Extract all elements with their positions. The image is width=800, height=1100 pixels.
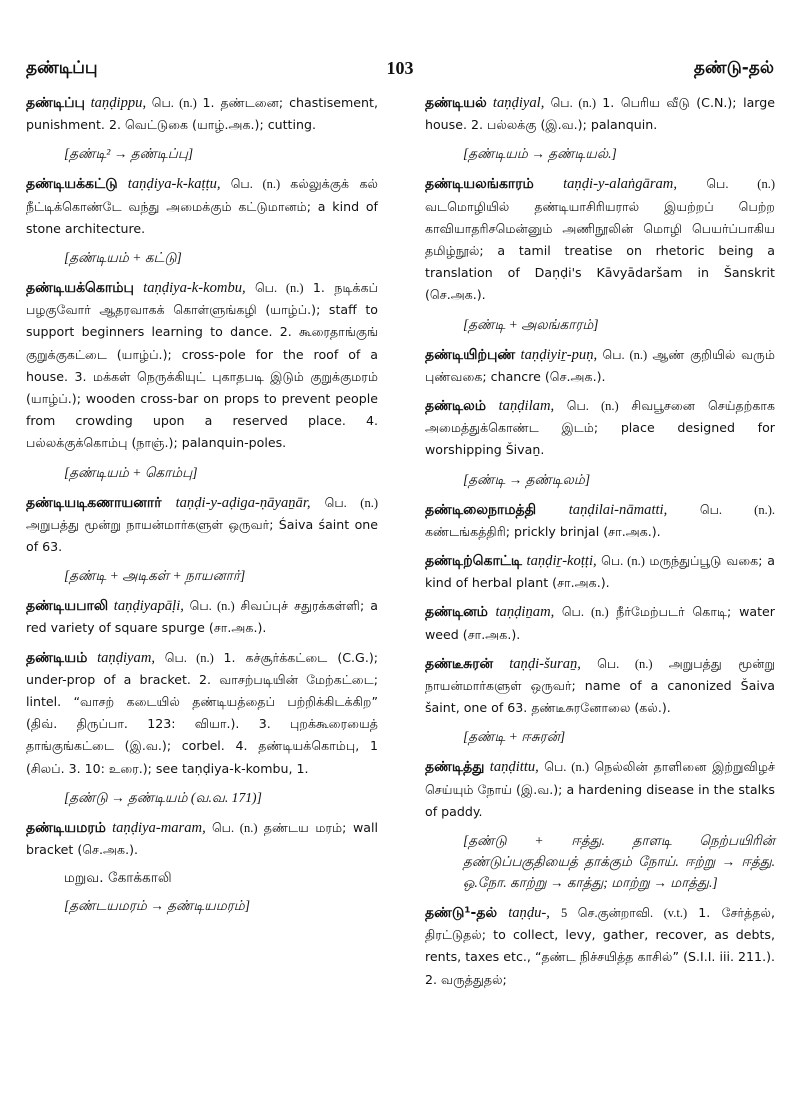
entry-transliteration: taṇḍiya-k-kombu, <box>143 280 246 297</box>
entry-part-of-speech: பெ. (n.) <box>550 96 597 110</box>
etymology-note: [தண்டி → தண்டிலம்] <box>463 471 591 487</box>
entry-definition: சிவப்புச் சதுரக்கள்ளி; a red variety of square spurge (சா.அக.). <box>26 598 378 636</box>
entry-part-of-speech: பெ. (n.) <box>566 399 619 414</box>
entry-part-of-speech: பெ. (n.) <box>151 96 197 110</box>
entry-headword: தண்டீசுரன் <box>425 655 494 672</box>
entry-headword: தண்டிலம் <box>425 398 486 415</box>
entry-transliteration: taṇḍiyiṟ-puṇ, <box>520 346 598 363</box>
entry-transliteration: taṇḍiṉam, <box>495 604 555 621</box>
entry-definition: 1. நடிக்கப் பழகுவோர் ஆதரவாகக் கொள்ளுங்கழி (யாழ்ப்.); staff to support beginners learning to dance. 2. கூரைதாங்குங் குறுக்குகட்டை (யாழ்ப்.); cross-pole for the roof of a house. 3. மக்கள் நெருக்கியுட் புகாதபடி இடும் குறுக்குமரம் (யாழ்ப்.); wooden cross-bar on props to prevent people from crowding upon a reserved place. 4. பல்லக்குக்கொம்பு (நாஞ்.); palanquin-poles. <box>26 280 379 451</box>
page-number: 103 <box>386 58 414 78</box>
etymology-note: [தண்டி² → தண்டிப்பு] <box>64 146 194 162</box>
etymology-note: [தண்டியம் + கட்டு] <box>64 250 182 266</box>
entry-transliteration: taṇḍiyal, <box>492 95 545 111</box>
dictionary-entry <box>425 92 775 136</box>
entry-part-of-speech: பெ. (n.) <box>324 495 379 510</box>
entry-part-of-speech: பெ. (n.) <box>211 820 258 835</box>
dictionary-entry <box>26 817 378 861</box>
dictionary-entry <box>26 173 378 240</box>
entry-headword: தண்டிற்கொட்டி <box>425 553 523 570</box>
dictionary-entry <box>425 499 775 543</box>
dictionary-entry <box>425 395 775 462</box>
entry-headword: தண்டியமரம் <box>26 819 106 836</box>
entry-part-of-speech: பெ. (n.) <box>602 347 648 362</box>
dictionary-entry <box>26 647 378 780</box>
entry-transliteration: taṇḍiyapāḷi, <box>113 598 184 615</box>
entry-headword: தண்டியிற்புண் <box>425 346 516 363</box>
entry-definition: வடமொழியில் தண்டியாசிரியரால் இயற்றப் பெற்ற காவியாதரிசமென்னும் அணிநூலின் மொழி பெயர்ப்பாகிய தமிழ்நூல்; a tamil treatise on rhetoric being a translation of Daṇḍi's Kāvyādaršam in Šanskrit (செ.அக.). <box>425 198 775 303</box>
etymology-note: [தண்டியம் → தண்டியல்.] <box>463 146 617 162</box>
entry-definition: தண்டய மரம்; wall bracket (செ.அக.). <box>26 819 378 858</box>
dictionary-entry <box>425 653 775 720</box>
entry-transliteration: taṇḍiyam, <box>97 649 156 666</box>
entry-transliteration: taṇḍiya-maram, <box>112 819 206 836</box>
entry-transliteration: taṇḍiya-k-kaṭṭu, <box>127 176 221 193</box>
right-guide-word: தண்டு-தல் <box>693 58 774 78</box>
entry-headword: தண்டு¹-தல் <box>425 905 498 922</box>
entry-headword: தண்டியலங்காரம் <box>425 176 534 193</box>
entry-part-of-speech: பெ. (n.) <box>230 177 281 192</box>
dictionary-entry <box>425 344 775 388</box>
entry-part-of-speech: பெ. (n.) <box>544 760 590 775</box>
dictionary-entry <box>26 595 378 639</box>
entry-headword: தண்டியபாலி <box>26 598 109 615</box>
dictionary-entry <box>425 550 775 594</box>
entry-headword: தண்டியக்கொம்பு <box>26 280 134 297</box>
entry-headword: தண்டியக்கட்டு <box>26 176 118 193</box>
dictionary-entry <box>26 492 378 559</box>
entry-definition: அறுபத்து மூன்று நாயன்மார்களுள் ஒருவர்; Śaiva śaint one of 63. <box>26 516 378 555</box>
entry-transliteration: taṇḍu-, <box>508 905 550 922</box>
etymology-note: [தண்டியம் + கொம்பு] <box>64 464 198 480</box>
entry-headword: தண்டியல் <box>425 95 487 111</box>
entry-definition: ஆண் குறியில் வரும் புண்வகை; chancre (செ.அக.). <box>425 346 775 384</box>
entry-headword: தண்டியம் <box>26 649 88 666</box>
etymology-note: [தண்டு + ஈத்து. தாளடி நெற்பயிரின் தண்டுப்பகுதியைத் தாக்கும் நோய். ஈற்று → ஈத்து. ஒ.நோ. காற்று → காத்து; மாற்று → மாத்து.] <box>463 833 775 891</box>
entry-transliteration: taṇḍilam, <box>498 398 555 415</box>
entry-definition: நீர்மேற்படர் கொடி; water weed (சா.அக.). <box>425 604 775 642</box>
dictionary-entry <box>425 756 775 823</box>
entry-definition: அறுபத்து மூன்று நாயன்மார்களுள் ஒருவர்; name of a canonized Šaiva šaint, one of 63. தண்டீசுரனோலை (கல்.). <box>425 655 775 716</box>
entry-definition: கல்லுக்குக் கல் நீட்டிக்கொண்டே வந்து அமைக்கும் கட்டுமானம்; a kind of stone architecture. <box>26 176 378 236</box>
entry-definition: 1. பெரிய வீடு (C.N.); large house. 2. பல்லக்கு (இ.வ.); palanquin. <box>425 95 775 133</box>
entry-definition: கண்டங்கத்திரி; prickly brinjal (சா.அக.). <box>425 523 661 539</box>
entry-part-of-speech: பெ. (n.) <box>597 656 653 671</box>
entry-part-of-speech: பெ. (n.). <box>699 502 775 517</box>
right-column <box>425 92 775 998</box>
dictionary-entry <box>425 173 775 306</box>
entry-transliteration: taṇḍi-y-alaṅgāram, <box>563 176 677 193</box>
entry-part-of-speech: பெ. (n.) <box>601 554 645 569</box>
entry-headword: தண்டினம் <box>425 604 488 621</box>
entry-transliteration: taṇḍi-šuraṉ, <box>509 655 581 672</box>
entry-part-of-speech: பெ. (n.) <box>706 177 775 192</box>
synonym-note: மறுவ. கோக்காலி <box>64 870 172 887</box>
dictionary-entry <box>425 902 775 991</box>
entry-definition: 1. கச்சூர்க்கட்டை (C.G.); under-prop of a bracket. 2. வாசற்படியின் மேற்கட்டை; lintel. “வாசற் கடையில் தண்டியத்தைப் பற்றிக்கிடக்கிற” (திவ். திருப்பா. 123: வியா.). 3. புறக்கூரையைத் தாங்குங்கட்டை (இ.வ.); corbel. 4. தண்டியக்கொம்பு, 1 (சிலப். 3. 10: உரை.); see taṇḍiya-k-kombu, 1. <box>26 649 378 776</box>
etymology-note: [தண்டு → தண்டியம் (வ.வ. 171)] <box>64 789 262 805</box>
entry-headword: தண்டிப்பு <box>26 95 85 111</box>
dictionary-entry <box>26 92 378 136</box>
page-header <box>26 58 774 88</box>
etymology-note: [தண்டி + ஈசுரன்] <box>463 729 566 745</box>
entry-definition: சிவபூசனை செய்தற்காக அமைத்துக்கொண்ட இடம்; place designed for worshipping Šivaṉ. <box>425 398 776 458</box>
entry-part-of-speech: பெ. (n.) <box>189 599 235 614</box>
etymology-note: [தண்டி + அலங்காரம்] <box>463 316 599 332</box>
entry-transliteration: taṇḍiṟ-koṭṭi, <box>526 553 597 570</box>
entry-part-of-speech: பெ. (n.) <box>254 281 304 296</box>
entry-definition: 1. சேர்த்தல், திரட்டுதல்; to collect, levy, gather, recover, as debts, rents, taxes etc., “தண்ட நிச்சயித்த காசில்” (S.I.I. iii. 211.). 2. வருத்துதல்; <box>425 905 775 987</box>
entry-part-of-speech: பெ. (n.) <box>164 650 214 665</box>
etymology-note: [தண்டி + அடிகள் + நாயனார்] <box>64 568 246 584</box>
entry-part-of-speech: பெ. (n.) <box>561 605 609 620</box>
entry-definition: நெல்லின் தாளினை இற்றுவிழச் செய்யும் நோய் (இ.வ.); a hardening disease in the stalks of paddy. <box>425 759 775 819</box>
entry-headword: தண்டியடிகணாயனார் <box>26 494 162 511</box>
entry-headword: தண்டிலைநாமத்தி <box>425 501 537 518</box>
entry-transliteration: taṇḍittu, <box>489 759 539 776</box>
entry-transliteration: taṇḍilai-nāmatti, <box>568 501 668 518</box>
etymology-note: [தண்டயமரம் → தண்டியமரம்] <box>64 898 251 914</box>
entry-definition: மருந்துப்பூடு வகை; a kind of herbal plant (சா.அக.). <box>425 553 775 591</box>
left-column <box>26 92 378 925</box>
dictionary-entry <box>26 277 378 455</box>
dictionary-entry <box>425 601 775 645</box>
entry-headword: தண்டித்து <box>425 759 485 776</box>
entry-definition: 1. தண்டனை; chastisement, punishment. 2. வெட்டுகை (யாழ்.அக.); cutting. <box>26 95 378 133</box>
entry-transliteration: taṇḍi-y-aḍiga-ṇāyaṉār, <box>175 494 311 511</box>
entry-transliteration: taṇḍippu, <box>90 95 147 111</box>
entry-part-of-speech: 5 செ.குன்றாவி. (v.t.) <box>561 906 688 921</box>
left-guide-word: தண்டிப்பு <box>26 58 98 78</box>
